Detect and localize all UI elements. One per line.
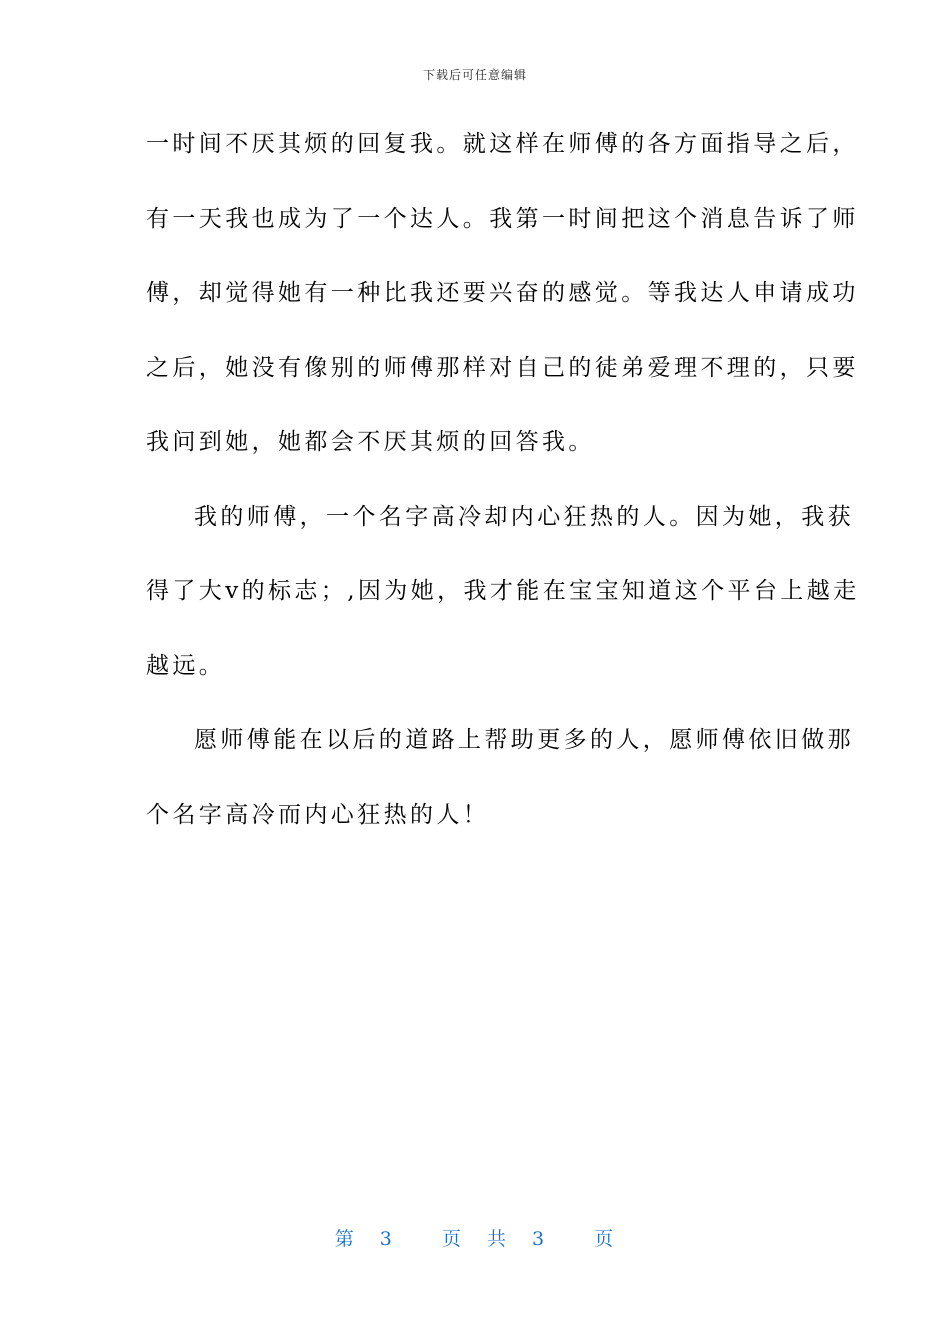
page-number-label: 第 3 页 共 3 页 [334,1228,616,1250]
paragraph-line: 我问到她，她都会不厌其烦的回答我。 [146,429,595,455]
paragraph-line: 愿师傅能在以后的道路上帮助更多的人，愿师傅依旧做那 [194,727,854,753]
paragraph-line: 一时间不厌其烦的回复我。就这样在师傅的各方面指导之后， [146,131,859,157]
paragraph-line: 个名字高冷而内心狂热的人！ [146,801,490,828]
paragraph-line: 之后，她没有像别的师傅那样对自己的徒弟爱理不理的，只要 [146,354,859,381]
paragraph-line: 有一天我也成为了一个达人。我第一时间把这个消息告诉了师 [146,205,859,232]
document-body [146,118,860,863]
paragraph-line: 我的师傅，一个名字高冷却内心狂热的人。因为她，我获 [194,503,854,530]
page-number-footer [0,1224,950,1251]
header-note: 下载后可任意编辑 [422,68,527,82]
paragraph-line: 越远。 [146,652,226,679]
paragraph-line: 得了大v的标志；,因为她，我才能在宝宝知道这个平台上越走 [146,578,860,604]
paragraph-line: 傅，却觉得她有一种比我还要兴奋的感觉。等我达人申请成功 [146,280,859,306]
